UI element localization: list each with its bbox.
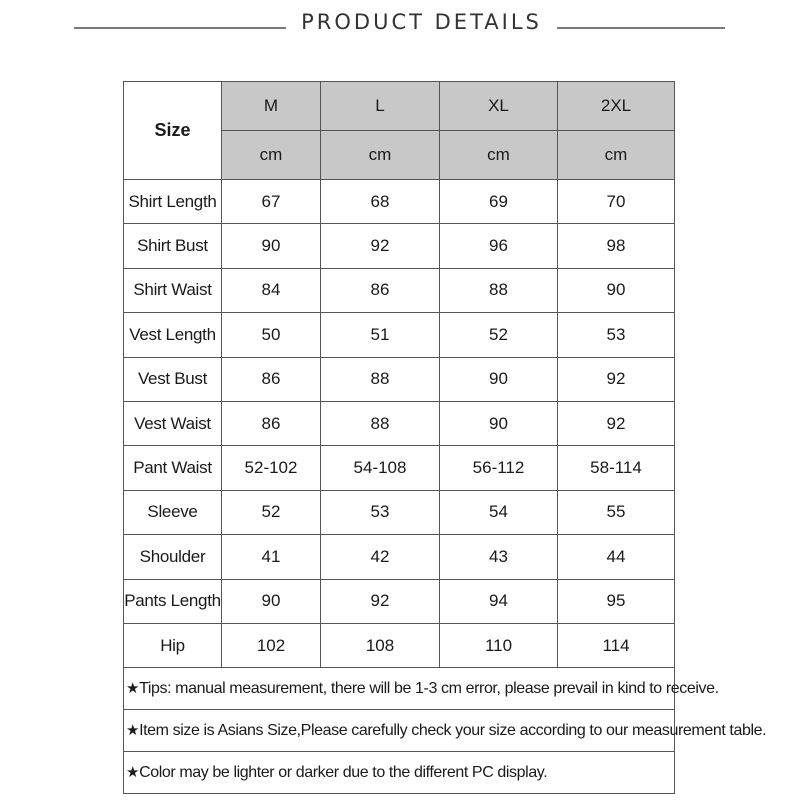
table-cell: 95 — [558, 579, 675, 623]
table-row — [124, 313, 675, 357]
note-text: Item size is Asians Size,Please carefully check your size according to our measurement table. — [139, 722, 767, 740]
table-row — [124, 357, 675, 401]
unit-cell: cm — [558, 131, 675, 180]
table-row — [124, 268, 675, 312]
table-cell: 44 — [558, 535, 675, 579]
size-column-header: Size — [124, 82, 222, 180]
table-row — [124, 579, 675, 623]
table-cell: 98 — [558, 224, 675, 268]
size-header-xl: XL — [440, 82, 558, 131]
note-row — [124, 752, 675, 794]
table-cell: 43 — [440, 535, 558, 579]
table-cell: 86 — [222, 401, 321, 445]
table-cell: 92 — [321, 224, 440, 268]
row-label: Hip — [124, 623, 222, 667]
size-header-row — [124, 82, 675, 131]
table-cell: 90 — [222, 579, 321, 623]
unit-cell: cm — [440, 131, 558, 180]
note-text: Tips: manual measurement, there will be 1-3 cm error, please prevail in kind to receive. — [139, 680, 719, 698]
table-cell: 68 — [321, 180, 440, 224]
size-chart-table — [123, 81, 767, 794]
note-row — [124, 710, 675, 752]
table-cell: 55 — [558, 490, 675, 534]
table-cell: 88 — [321, 357, 440, 401]
table-cell: 90 — [440, 401, 558, 445]
table-cell: 88 — [321, 401, 440, 445]
table-cell: 50 — [222, 313, 321, 357]
table-cell: 86 — [321, 268, 440, 312]
table-cell: 90 — [440, 357, 558, 401]
table-cell: 90 — [222, 224, 321, 268]
table-row — [124, 401, 675, 445]
table-cell: 88 — [440, 268, 558, 312]
note-row — [124, 668, 675, 710]
table-cell: 110 — [440, 623, 558, 667]
row-label: Pants Length — [124, 579, 222, 623]
table-cell: 84 — [222, 268, 321, 312]
header-rule-right — [557, 27, 725, 29]
row-label: Vest Bust — [124, 357, 222, 401]
star-icon: ★ — [126, 680, 140, 698]
row-label: Shoulder — [124, 535, 222, 579]
row-label: Pant Waist — [124, 446, 222, 490]
table-cell: 108 — [321, 623, 440, 667]
note-text: Color may be lighter or darker due to the different PC display. — [139, 764, 548, 782]
row-label: Shirt Length — [124, 180, 222, 224]
size-header-2xl: 2XL — [558, 82, 675, 131]
table-row — [124, 446, 675, 490]
row-label: Vest Length — [124, 313, 222, 357]
page-title: PRODUCT DETAILS — [301, 10, 542, 34]
table-cell: 92 — [558, 401, 675, 445]
table-cell: 58-114 — [558, 446, 675, 490]
table-row — [124, 490, 675, 534]
table-cell: 94 — [440, 579, 558, 623]
star-icon: ★ — [126, 722, 140, 740]
table-cell: 96 — [440, 224, 558, 268]
table-cell: 41 — [222, 535, 321, 579]
table-cell: 90 — [558, 268, 675, 312]
table-row — [124, 224, 675, 268]
star-icon: ★ — [126, 764, 140, 782]
measurement-rows — [124, 180, 767, 794]
table-cell: 70 — [558, 180, 675, 224]
table-cell: 114 — [558, 623, 675, 667]
row-label: Sleeve — [124, 490, 222, 534]
table-cell: 86 — [222, 357, 321, 401]
table-cell: 53 — [558, 313, 675, 357]
unit-cell: cm — [222, 131, 321, 180]
page-header — [0, 0, 800, 52]
table-cell: 92 — [558, 357, 675, 401]
table-cell: 53 — [321, 490, 440, 534]
table-cell: 56-112 — [440, 446, 558, 490]
header-rule-left — [74, 27, 286, 29]
table-cell: 102 — [222, 623, 321, 667]
table-cell: 51 — [321, 313, 440, 357]
table-cell: 54 — [440, 490, 558, 534]
row-label: Shirt Bust — [124, 224, 222, 268]
size-header-l: L — [321, 82, 440, 131]
table-cell: 67 — [222, 180, 321, 224]
table-cell: 54-108 — [321, 446, 440, 490]
table-cell: 52 — [222, 490, 321, 534]
size-header-m: M — [222, 82, 321, 131]
note-asian-size — [124, 710, 767, 752]
table-cell: 42 — [321, 535, 440, 579]
table-row — [124, 180, 675, 224]
table-row — [124, 535, 675, 579]
table-cell: 92 — [321, 579, 440, 623]
table-cell: 52-102 — [222, 446, 321, 490]
table-cell: 52 — [440, 313, 558, 357]
note-tips — [124, 668, 719, 710]
row-label: Vest Waist — [124, 401, 222, 445]
table-row — [124, 623, 675, 667]
table-cell: 69 — [440, 180, 558, 224]
unit-cell: cm — [321, 131, 440, 180]
row-label: Shirt Waist — [124, 268, 222, 312]
note-color — [124, 752, 675, 794]
